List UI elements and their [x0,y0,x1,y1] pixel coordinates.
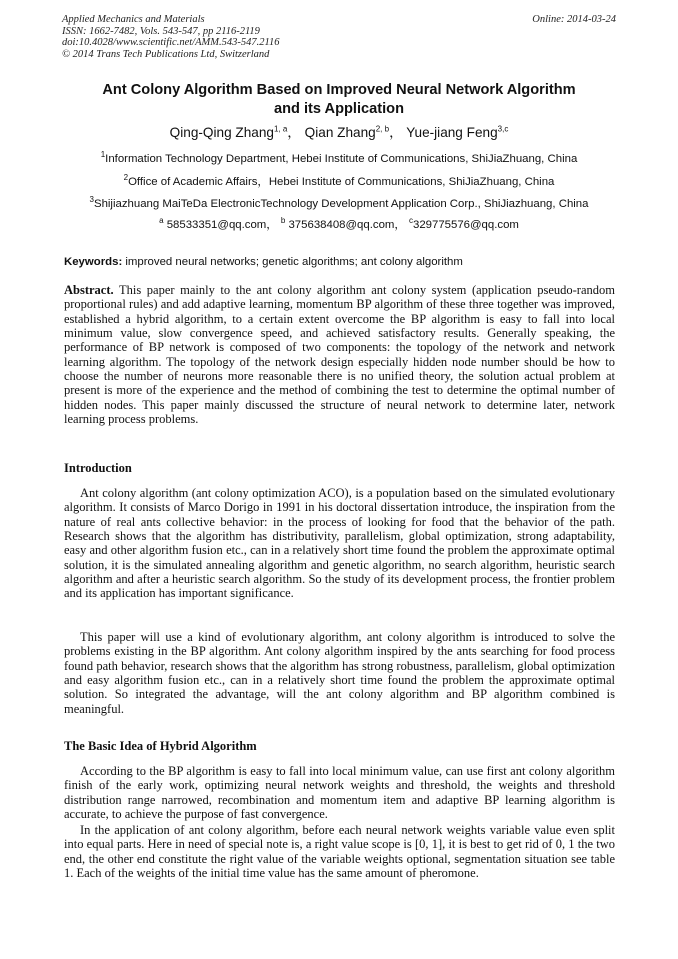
email-list [62,218,616,232]
keywords [64,255,616,269]
author-name: Qian Zhang [304,125,376,140]
issn-line: ISSN: 1662-7482, Vols. 543-547, pp 2116-2119 [62,25,260,37]
introduction-paragraph-1: Ant colony algorithm (ant colony optimization ACO), is a population based on the simulated evolutionary algorithm. It consists of Marco Dorigo in 1991 in his doctoral dissertation introduce, the inspiration from the nature of real ants collective behavior: in the process of looking for food that the behavior of the path. Research shows that the algorithm has distributivity, parallelism, global optimization, strong adaptability, easy and other algorithm fusion etc., can in a relatively short time found the problem the approximate optimal solution, it is the simulated annealing algorithm and genetic algorithm, no search algorithm, heuristic search algorithm and after a heuristic search algorithm. So the study of its development process, the frontier problem and its application has important significance. [64,486,615,601]
author-list [62,124,616,142]
affiliation-sup: 1 [100,150,106,160]
copyright-line: © 2014 Trans Tech Publications Ltd, Switzerland [62,48,270,60]
abstract-text: This paper mainly to the ant colony algorithm ant colony system (application pseudo-random proportional rules) and add adaptive learning, momentum BP algorithm of these three together was improved, established a hybrid algorithm, to a certain extent overcome the BP algorithm is easy to fall into local minimum value, slow convergence speed, and achieved satisfactory results. Generally speaking, the performance of BP network is composed of two components: the topology of the network and network learning algorithm. The topology of the network design especially hidden node number should be how to choose the number of neurons more reasonable there is no unified theory, the solution actual problem at present is more of the experience and the method of combining the test to determine the optimal number of hidden nodes. This paper mainly discussed the structure of neural network to determine later, network learning process problems. [64,283,615,427]
doi-line: doi:10.4028/www.scientific.net/AMM.543-547.2116 [62,37,280,48]
affiliation-1 [40,152,638,166]
affiliation-sup: 3 [89,195,94,205]
affiliation-text: Shijiazhuang MaiTeDa ElectronicTechnology Development Application Corp., ShiJiazhuang, China [93,198,589,210]
affiliation-text: Office of Academic Affairs，Hebei Institute of Communications, ShiJiaZhuang, China [128,176,555,188]
author-sup: 1, a [273,124,288,134]
email-address[interactable]: 375638408@qq.com， [285,219,406,231]
hybrid-algorithm-heading: The Basic Idea of Hybrid Algorithm [64,739,257,753]
email-sup: a [159,216,164,226]
hybrid-paragraph-2: In the application of ant colony algorithm, before each neural network weights variable value even split into equal parts. Here in need of special note is, a right value scope is [0, 1], it is best to get rid of 0, 1 the two end, the other end constitute the right value of the variable weights optional, segmentation situation see table 1. Each of the weights of the initial time value has the same amount of pheromone. [64,823,615,881]
affiliation-2 [40,175,638,189]
email-sup: c [408,216,413,226]
author-sep: ， [287,125,301,140]
affiliation-text: Information Technology Department, Hebei Institute of Communications, ShiJiaZhuang, China [105,153,578,165]
affiliation-sup: 2 [123,173,129,183]
author-sup: 2, b [375,124,390,134]
author-sep: ， [389,125,403,140]
email-address[interactable]: 58533351@qq.com， [163,219,278,231]
journal-header [62,14,616,60]
affiliation-3 [40,197,638,211]
hybrid-paragraph-1: According to the BP algorithm is easy to fall into local minimum value, can use first ant colony algorithm finish of the early work, optimizing neural network weights and threshold, the weights and threshold distribution range narrowed, recombination and momentum item and adaptive BP learning algorithm is accurate, to achieve the purpose of fast convergence. [64,764,615,822]
author-name: Qing-Qing Zhang [169,125,274,140]
author-sup: 3,c [497,124,509,134]
online-date: Online: 2014-03-24 [532,14,616,25]
title-line-1: Ant Colony Algorithm Based on Improved Neural Network Algorithm [102,82,576,98]
keywords-label: Keywords: [64,256,123,268]
paper-title [62,81,616,119]
introduction-heading: Introduction [64,461,132,475]
abstract-label: Abstract. [64,283,114,297]
title-line-2: and its Application [274,101,404,117]
keywords-text: improved neural networks; genetic algorithms; ant colony algorithm [122,256,463,268]
email-sup: b [280,216,286,226]
email-address[interactable]: 329775576@qq.com [412,219,519,231]
introduction-paragraph-2: This paper will use a kind of evolutionary algorithm, ant colony algorithm is introduced to solve the problems existing in the BP algorithm. Ant colony algorithm inspired by the ants searching for food process found path behavior, research shows that the algorithm has strong robustness, parallelism, global optimization and easy algorithm fusion etc., can in a relatively short time found the problem the approximate optimal solution. So integrated the advantage, will the ant colony algorithm and BP algorithm combined is meaningful. [64,630,615,716]
author-name: Yue-jiang Feng [406,125,498,140]
abstract [64,283,615,426]
journal-name: Applied Mechanics and Materials [62,14,205,25]
